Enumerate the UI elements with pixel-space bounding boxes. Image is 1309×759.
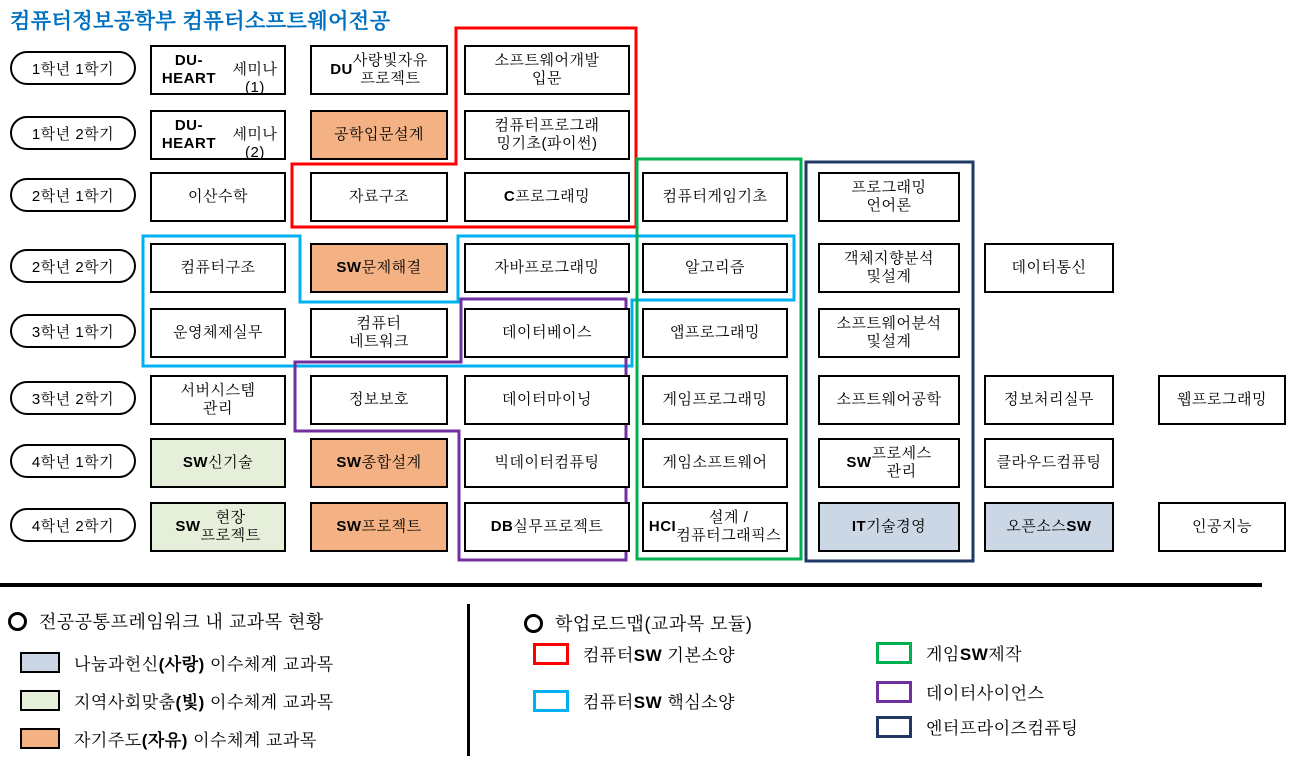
- course-box: 오픈소스 SW: [984, 502, 1114, 552]
- course-box: DU-HEART 세미나(1): [150, 45, 286, 95]
- legend-right-header: [524, 610, 752, 636]
- red-outline-swatch: [533, 643, 569, 665]
- course-box: 데이터마이닝: [464, 375, 630, 425]
- semester-pill: 2학년 1학기: [10, 178, 136, 212]
- navy-outline-swatch: [876, 716, 912, 738]
- course-box: 이산수학: [150, 172, 286, 222]
- course-box: SW 문제해결: [310, 243, 448, 293]
- course-box: 게임소프트웨어: [642, 438, 788, 488]
- course-box: 클라우드컴퓨팅: [984, 438, 1114, 488]
- course-box: SW 종합설계: [310, 438, 448, 488]
- semester-pill: 3학년 1학기: [10, 314, 136, 348]
- course-box: 자바프로그래밍: [464, 243, 630, 293]
- legend-item-label: 게임SW제작: [926, 645, 1023, 664]
- legend-item-label: 컴퓨터SW 핵심소양: [583, 693, 736, 712]
- bluegray-fill-swatch: [20, 652, 60, 673]
- legend-item: [20, 650, 334, 675]
- course-box: IT 기술경영: [818, 502, 960, 552]
- semester-pill: 2학년 2학기: [10, 249, 136, 283]
- legend-item: [533, 641, 735, 666]
- course-box: SW 프로세스 관리: [818, 438, 960, 488]
- legend-item-label: 데이터사이언스: [926, 684, 1045, 703]
- course-box: SW 현장 프로젝트: [150, 502, 286, 552]
- circle-bullet-icon: [524, 614, 543, 633]
- course-box: 게임프로그래밍: [642, 375, 788, 425]
- legend-divider-line: [467, 604, 470, 756]
- legend-separator-line: [0, 583, 1262, 587]
- course-box: 정보보호: [310, 375, 448, 425]
- course-box: 프로그래밍 언어론: [818, 172, 960, 222]
- semester-pill: 4학년 2학기: [10, 508, 136, 542]
- course-box: 서버시스템 관리: [150, 375, 286, 425]
- course-box: 컴퓨터프로그래 밍기초(파이썬): [464, 110, 630, 160]
- course-box: 자료구조: [310, 172, 448, 222]
- course-box: 소프트웨어공학: [818, 375, 960, 425]
- semester-pill: 1학년 2학기: [10, 116, 136, 150]
- course-box: 컴퓨터게임기초: [642, 172, 788, 222]
- page-title: 컴퓨터정보공학부 컴퓨터소프트웨어전공: [10, 10, 391, 33]
- course-box: 빅데이터컴퓨팅: [464, 438, 630, 488]
- course-box: HCI 설계 / 컴퓨터그래픽스: [642, 502, 788, 552]
- course-box: 공학입문설계: [310, 110, 448, 160]
- course-box: DU-HEART 세미나(2): [150, 110, 286, 160]
- course-box: 앱프로그래밍: [642, 308, 788, 358]
- course-box: DU 사랑빛자유 프로젝트: [310, 45, 448, 95]
- course-box: 운영체제실무: [150, 308, 286, 358]
- course-box: SW 프로젝트: [310, 502, 448, 552]
- legend-item-label: 나눔과헌신(사랑) 이수체계 교과목: [74, 655, 334, 674]
- legend-left-header: [8, 608, 324, 634]
- legend-item-label: 엔터프라이즈컴퓨팅: [926, 719, 1079, 738]
- semester-pill: 1학년 1학기: [10, 51, 136, 85]
- palegreen-fill-swatch: [20, 690, 60, 711]
- legend-item: [876, 714, 1078, 739]
- green-outline-swatch: [876, 642, 912, 664]
- legend-right-header-label: 학업로드맵(교과목 모듈): [555, 614, 753, 634]
- cyan-outline-swatch: [533, 690, 569, 712]
- course-box: 객체지향분석 및설계: [818, 243, 960, 293]
- course-box: 인공지능: [1158, 502, 1286, 552]
- legend-item: [20, 688, 334, 713]
- course-box: SW 신기술: [150, 438, 286, 488]
- legend-item: [876, 679, 1044, 704]
- semester-pill: 3학년 2학기: [10, 381, 136, 415]
- course-box: 소프트웨어개발 입문: [464, 45, 630, 95]
- course-box: 컴퓨터구조: [150, 243, 286, 293]
- course-box: DB 실무프로젝트: [464, 502, 630, 552]
- course-box: 컴퓨터 네트워크: [310, 308, 448, 358]
- legend-item-label: 지역사회맞춤(빛) 이수체계 교과목: [74, 693, 334, 712]
- legend-item: [876, 640, 1022, 665]
- legend-item: [20, 726, 317, 751]
- course-box: 데이터베이스: [464, 308, 630, 358]
- orange-fill-swatch: [20, 728, 60, 749]
- course-box: 정보처리실무: [984, 375, 1114, 425]
- course-box: C 프로그래밍: [464, 172, 630, 222]
- course-box: 소프트웨어분석 및설계: [818, 308, 960, 358]
- purple-outline-swatch: [876, 681, 912, 703]
- semester-pill: 4학년 1학기: [10, 444, 136, 478]
- legend-item: [533, 688, 735, 713]
- legend-left-header-label: 전공공통프레임워크 내 교과목 현황: [39, 612, 324, 632]
- circle-bullet-icon: [8, 612, 27, 631]
- course-box: 데이터통신: [984, 243, 1114, 293]
- course-box: 알고리즘: [642, 243, 788, 293]
- course-box: 웹프로그래밍: [1158, 375, 1286, 425]
- legend-item-label: 컴퓨터SW 기본소양: [583, 646, 736, 665]
- legend-item-label: 자기주도(자유) 이수체계 교과목: [74, 731, 317, 750]
